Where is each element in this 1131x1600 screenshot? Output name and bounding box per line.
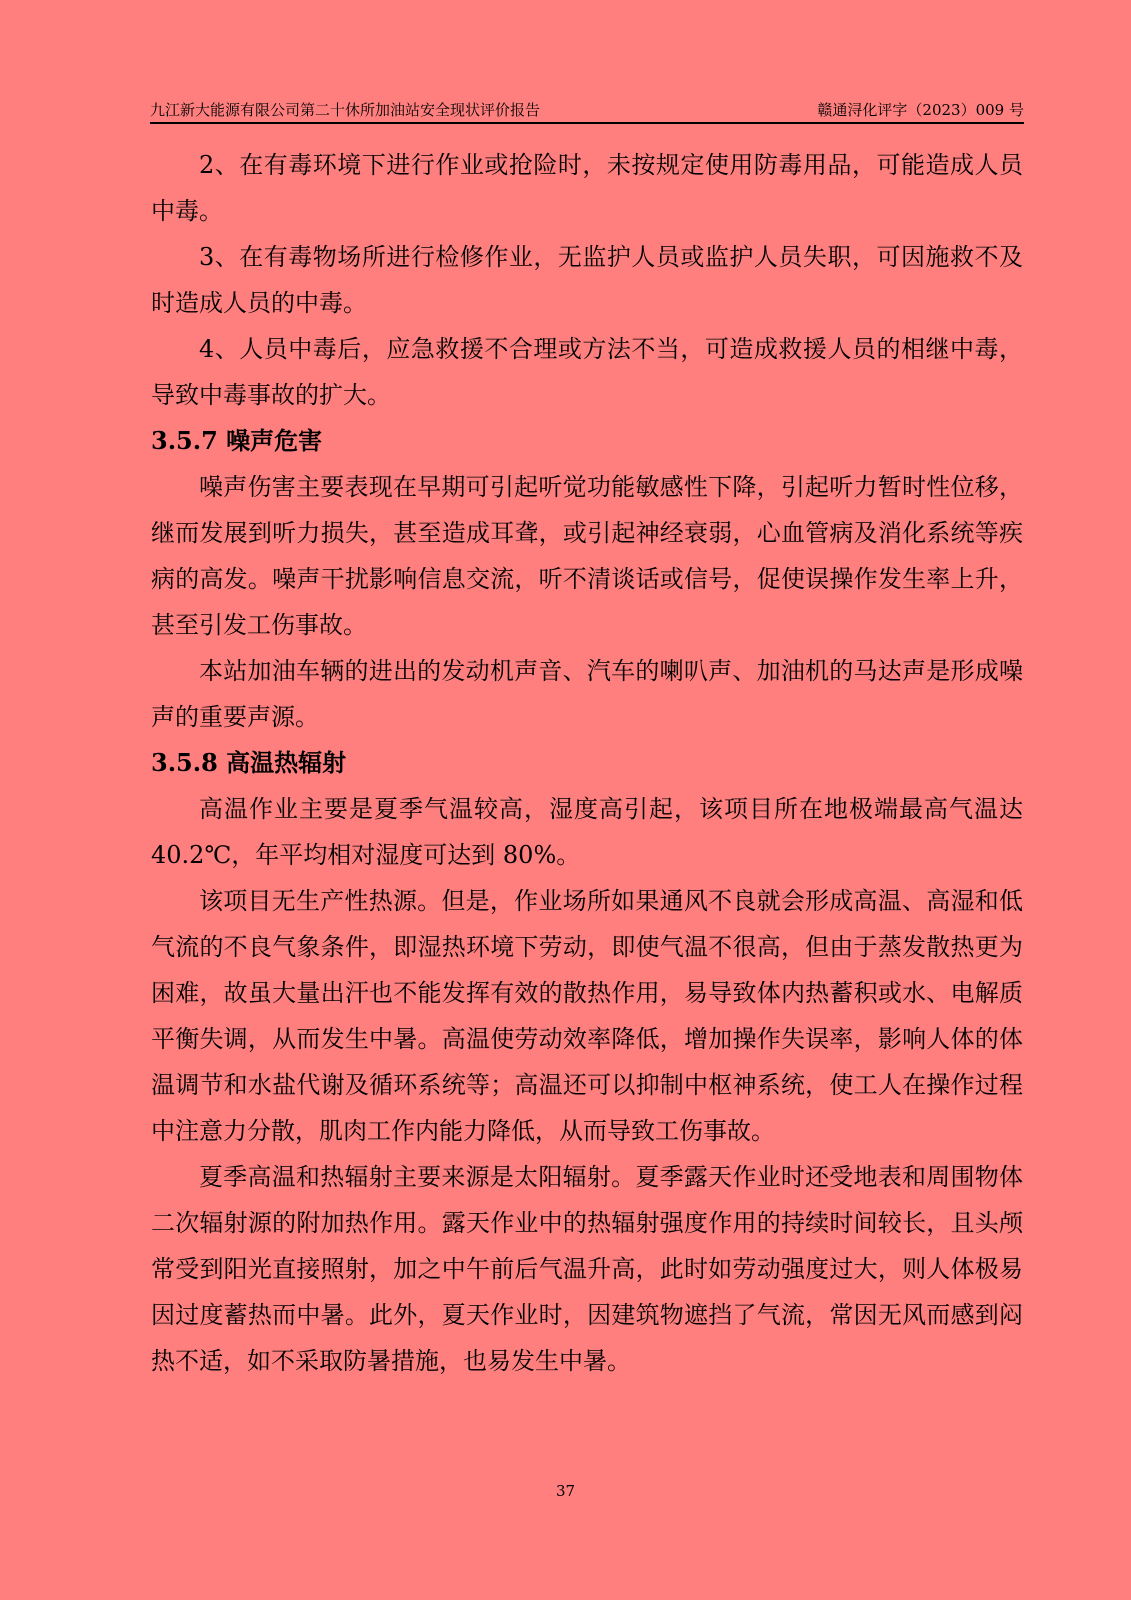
paragraph: 高温作业主要是夏季气温较高，湿度高引起，该项目所在地极端最高气温达 40.2℃，年平均相对湿度可达到 80%。 [151, 795, 1023, 869]
report-title: 九江新大能源有限公司第二十休所加油站安全现状评价报告 [150, 101, 541, 119]
paragraph: 4、人员中毒后，应急救援不合理或方法不当，可造成救援人员的相继中毒，导致中毒事故的扩大。 [151, 335, 1023, 409]
paragraph: 该项目无生产性热源。但是，作业场所如果通风不良就会形成高温、高湿和低气流的不良气象条件，即湿热环境下劳动，即使气温不很高，但由于蒸发散热更为困难，故虽大量出汗也不能发挥有效的散热作用，易导致体内热蓄积或水、电解质平衡失调，从而发生中暑。高温使劳动效率降低，增加操作失误率，影响人体的体温调节和水盐代谢及循环系统等；高温还可以抑制中枢神系统，使工人在操作过程中注意力分散，肌肉工作内能力降低，从而导致工伤事故。 [151, 887, 1023, 1145]
page-header [150, 100, 1024, 124]
section-heading-noise: 3.5.7 噪声危害 [151, 426, 323, 455]
page-number: 37 [555, 1482, 576, 1500]
paragraph: 本站加油车辆的进出的发动机声音、汽车的喇叭声、加油机的马达声是形成噪声的重要声源。 [151, 657, 1023, 731]
section-heading-heat: 3.5.8 高温热辐射 [151, 748, 347, 777]
report-number: 赣通浔化评字（2023）009 号 [817, 101, 1024, 119]
paragraph: 2、在有毒环境下进行作业或抢险时，未按规定使用防毒用品，可能造成人员中毒。 [151, 151, 1023, 225]
paragraph: 夏季高温和热辐射主要来源是太阳辐射。夏季露天作业时还受地表和周围物体二次辐射源的附加热作用。露天作业中的热辐射强度作用的持续时间较长，且头颅常受到阳光直接照射，加之中午前后气温升高，此时如劳动强度过大，则人体极易因过度蓄热而中暑。此外，夏天作业时，因建筑物遮挡了气流，常因无风而感到闷热不适，如不采取防暑措施，也易发生中暑。 [151, 1163, 1023, 1375]
paragraph: 3、在有毒物场所进行检修作业，无监护人员或监护人员失职，可因施救不及时造成人员的中毒。 [151, 243, 1023, 317]
paragraph: 噪声伤害主要表现在早期可引起听觉功能敏感性下降，引起听力暂时性位移，继而发展到听力损失，甚至造成耳聋，或引起神经衰弱，心血管病及消化系统等疾病的高发。噪声干扰影响信息交流，听不清谈话或信号，促使误操作发生率上升，甚至引发工伤事故。 [151, 473, 1023, 639]
document-body [151, 142, 1023, 1384]
